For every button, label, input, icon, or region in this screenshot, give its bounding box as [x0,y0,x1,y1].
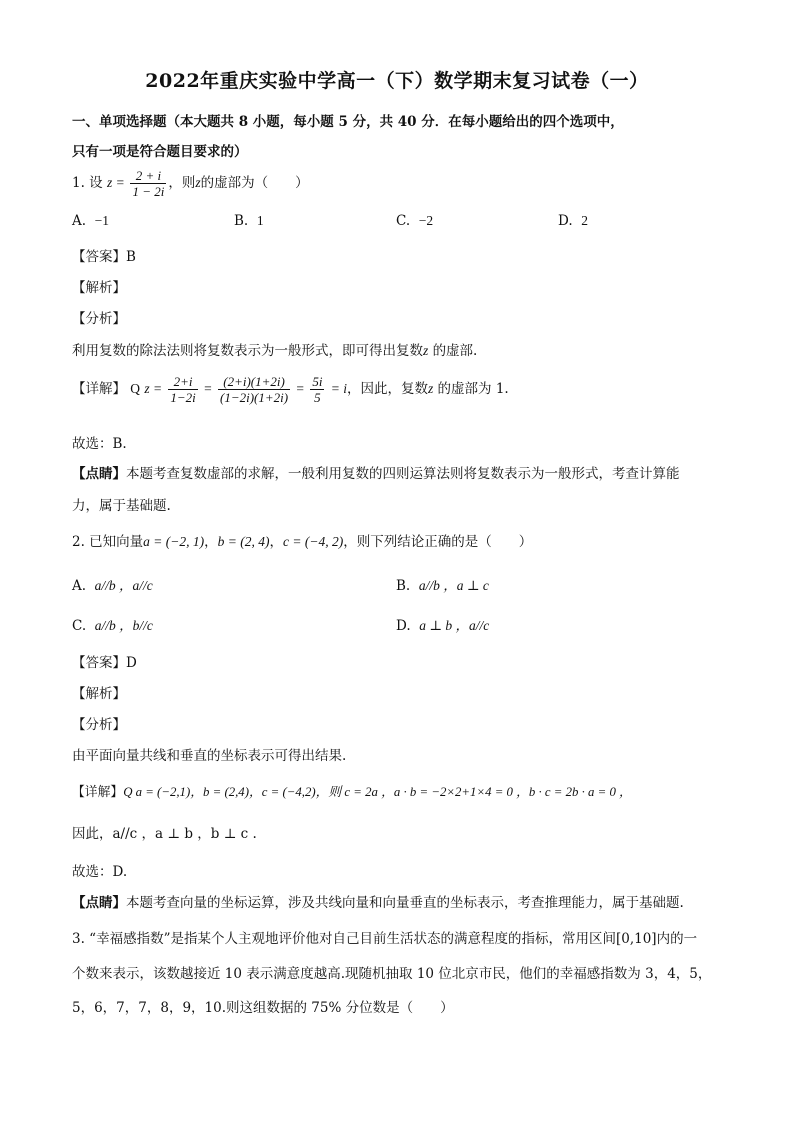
q1-var2: z [195,175,201,190]
q1-fraction [130,168,166,199]
q1-jiexi-tag: 【解析】 [72,280,126,296]
q3-line2: 个数来表示，该数越接近 10 表示满意度越高.现随机抽取 10 位北京市民，他们的幸福感指数为 3，4，5， [72,966,712,982]
q1-dianjing-line2: 力，属于基础题. [72,498,171,514]
q1-dianjing-line1: 【点睛】本题考查复数虚部的求解，一般利用复数的四则运算法则将复数表示为一般形式，考查计算能 [72,466,680,482]
q3-line1: 3. “幸福感指数”是指某个人主观地评价他对自己目前生活状态的满意程度的指标，常用区间[0,10]内的一 [72,931,698,947]
q1-option-a: A. −1 [72,213,110,229]
q2-choose: 故选：D. [72,864,128,880]
q1-choose: 故选：B. [72,436,127,452]
section-heading-line1: 一、单项选择题（本大题共 8 小题，每小题 5 分，共 40 分．在每小题给出的四个选项中， [72,114,624,130]
q2-fenxi-tag: 【分析】 [72,717,126,733]
q1-detail: 【详解】 Q z = $\frac{2+i}{1-2i}$ = $\frac{(2+i)(1+2i)}{(1-2i)(1+2i)}$ = $\frac{5i}{5}$ = i，因此，复数z 的虚部为 1. [72,374,509,405]
q3-line3: 5，6，7，7，8，9，10.则这组数据的 75% 分位数是（ ） [72,1000,454,1016]
q1-fenxi-tag: 【分析】 [72,311,126,327]
q1-answer: 【答案】B [72,249,136,265]
q2-answer: 【答案】D [72,655,137,671]
q1-var: z [106,175,113,190]
q1-stem [72,168,309,199]
q2-dianjing: 【点睛】本题考查向量的坐标运算，涉及共线向量和向量垂直的坐标表示，考查推理能力，属于基础题. [72,895,684,911]
q2-stem: 2. 已知向量a = (−2, 1)，b = (2, 4)，c = (−4, 2)，则下列结论正确的是（ ） [72,534,533,550]
section-heading-line2: 只有一项是符合题目要求的） [72,144,248,160]
q1-eq: = [116,175,125,190]
q1-suffix-a: ，则 [168,175,196,191]
q2-option-c: C. a//b ，b//c [72,618,153,634]
q1-option-c: C. −2 [396,213,434,229]
q2-option-b: B. a//b ，a ⊥ c [396,578,489,594]
q1-frac-den: 1 − 2i [132,184,165,199]
q2-therefore: 因此，a//c ，a ⊥ b ，b ⊥ c . [72,826,257,842]
q2-option-d: D. a ⊥ b ，a//c [396,618,490,634]
q1-option-d: D. 2 [558,213,588,229]
q1-option-b: B. 1 [234,213,264,229]
page-title: 2022年重庆实验中学高一（下）数学期末复习试卷（一） [145,70,649,92]
q2-fenxi-text: 由平面向量共线和垂直的坐标表示可得出结果. [72,748,347,764]
q1-frac-num: 2 + i [130,168,166,184]
q1-suffix-b: 的虚部为（ ） [200,175,309,191]
q2-jiexi-tag: 【解析】 [72,686,126,702]
q1-prefix: 1. 设 [72,175,103,191]
q2-detail: 【详解】Q a = (−2,1)，b = (2,4)，c = (−4,2)，则 c = 2a ，a · b = −2×2+1×4 = 0 ，b · c = 2b · a = 0 ， [72,785,632,800]
q2-option-a: A. a//b ，a//c [72,578,153,594]
q1-fenxi-text: 利用复数的除法法则将复数表示为一般形式，即可得出复数z 的虚部. [72,343,478,359]
